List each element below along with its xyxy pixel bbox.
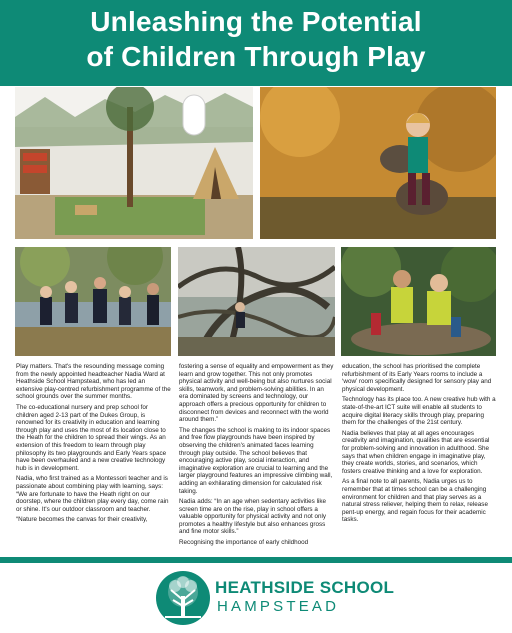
article-paragraph: Play matters. That's the resounding message coming from the newly appointed headteacher Nadia Ward at Heathside School Hampstead, who has led an extensive play-centred refurbishment programme of the school grounds over the summer months.: [16, 363, 171, 401]
article-paragraph: Recognising the importance of early childhood: [179, 539, 309, 547]
article-paragraph: fostering a sense of equality and empowerment as they learn and grow together. This not only promotes physical activity and well-being but also nurtures social skills, teamwork, and problem-solving abilities. In an era dominated by screens and technology, our approach offers a precious opportunity for children to disconnect from devices and reconnect with the world around them.”: [179, 363, 334, 424]
header-banner: [0, 0, 512, 86]
photo-children-running: [15, 247, 171, 356]
article-column-3: [342, 363, 497, 527]
school-logo: [155, 570, 395, 626]
article-column-1: [16, 363, 171, 527]
article-paragraph: education, the school has prioritised the complete refurbishment of its Early Years rooms to include a ‘wow’ room specifically designed for sensory play and physical development.: [342, 363, 492, 393]
article-paragraph: As a final note to all parents, Nadia urges us to remember that at times school can be a challenging environment for children and that play serves as a natural stress reliever, helping them to relax, release pent-up energy, and regain focus for their academic tasks.: [342, 478, 488, 524]
photo-child-in-tree: [178, 247, 335, 356]
photo-girl-on-log: [260, 87, 496, 239]
school-name: HEATHSIDE SCHOOL: [215, 578, 395, 597]
article-paragraph: “Nature becomes the canvas for their creativity,: [16, 516, 148, 524]
title-line-1: Unleashing the Potential: [90, 6, 422, 37]
article-paragraph: Nadia, who first trained as a Montessori teacher and is passionate about combining play with learning, says: “We are fortunate to have the Heath right on our doorstep, where the children play every day, come rain or shine. It's our outdoor classroom and teacher.: [16, 475, 169, 513]
tree-icon: [155, 570, 211, 626]
article-paragraph: Technology has its place too. A new creative hub with a state-of-the-art ICT suite will enable all students to acquire digital literacy skills through play, preparing them for the challenges of the 21st century.: [342, 396, 496, 427]
article-column-2: [179, 363, 334, 550]
title-line-2: of Children Through Play: [86, 41, 426, 72]
article-paragraph: The changes the school is making to its indoor spaces and free flow playgrounds have been inspired by observing the children's animated faces learning through play outside. The school believes that encouraging active play, social interaction, and imaginative exploration are crucial to learning and the larger playground features an impressive climbing wall, adding an exhilarating dimension for calculated risk taking.: [179, 426, 333, 495]
school-location: HAMPSTEAD: [217, 598, 340, 615]
photo-indoor-play-room: [15, 87, 253, 239]
article-paragraph: Nadia believes that play at all ages encourages creativity and imagination, qualities that are essential for problem-solving and innovation in adulthood. She says that when children engage in imaginative play, they create worlds, stories, and scenarios, which fosters creative thinking and a love for exploration.: [342, 429, 490, 475]
photo-boys-on-log: [341, 247, 496, 356]
page-title: [0, 4, 512, 74]
article-paragraph: Nadia adds: “In an age when sedentary activities like screen time are on the rise, play in school offers a valuable opportunity for physical activity and not only promotes a healthy lifestyle but also enhances gross and fine motor skills.”: [179, 498, 327, 536]
article-paragraph: The co-educational nursery and prep school for children aged 2-13 part of the Dukes Group, is renowned for its creativity in education and learning through play and uses the most of its location close to the Heath for the children to spread their wings. As an extension of this freedom to learn through play philosophy its two playgrounds and Early Years space have been overhauled and a new creative technology hub is in development.: [16, 403, 167, 472]
footer-divider: [0, 557, 512, 563]
